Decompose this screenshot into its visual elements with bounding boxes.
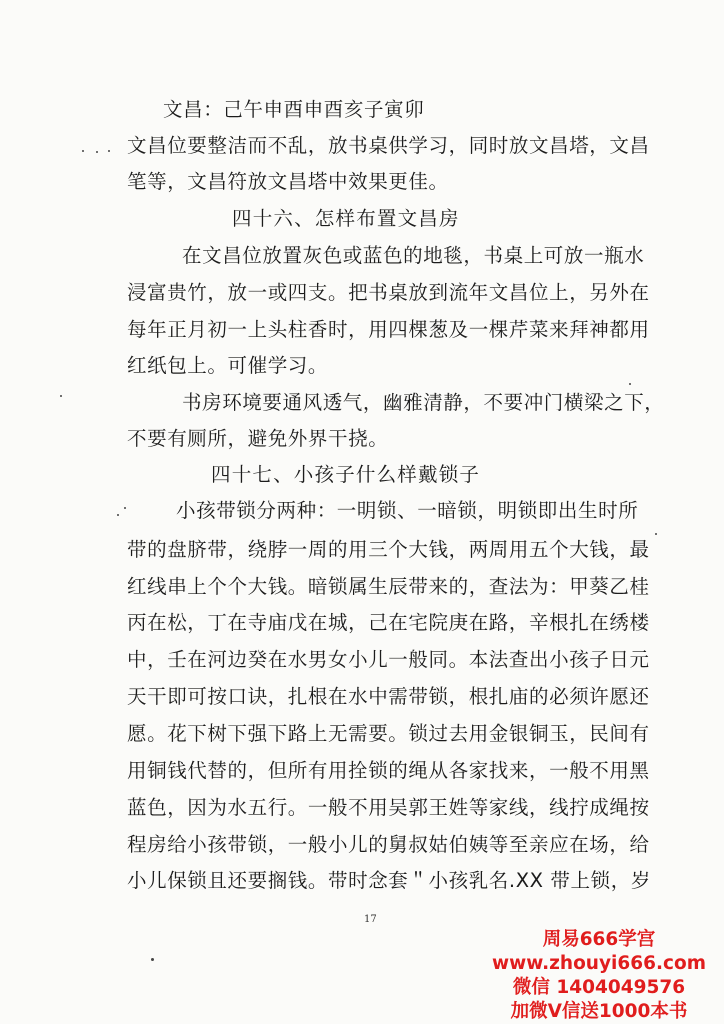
watermark (484, 928, 714, 1024)
text-line-2: 文昌位要整洁而不乱，放书桌供学习，同时放文昌塔，文昌 (127, 134, 650, 157)
text-line-16: 中，壬在河边癸在水男女小儿一般同。本法查出小孩子日元 (127, 648, 650, 671)
text-line-20: 蓝色，因为水五行。一般不用吴郭王姓等家线，线拧成绳按 (127, 796, 650, 819)
scan-speck (60, 395, 62, 397)
scan-speck (124, 507, 126, 509)
text-line-15: 丙在松，丁在寺庙戊在城，己在宅院庚在路，辛根扎在绣楼 (127, 611, 650, 634)
watermark-line-4: 加微V信送1000本书 (510, 1001, 688, 1022)
section-heading-46: 四十六、怎样布置文昌房 (232, 207, 460, 230)
text-line-18: 愿。花下树下强下路上无需要。锁过去用金银铜玉，民间有 (127, 722, 650, 745)
text-line-21: 程房给小孩带锁，一般小儿的舅叔姑伯姨等至亲应在场，给 (127, 833, 650, 856)
text-line-19: 用铜钱代替的，但所有用拴锁的绳从各家找来，一般不用黑 (127, 759, 650, 782)
page-number: 17 (364, 914, 377, 925)
text-line-22: 小儿保锁且还要搁钱。带时念套＂小孩乳名.XX 带上锁，岁 (127, 869, 651, 892)
text-line-7: 每年正月初一上头柱香时，用四棵葱及一棵芹菜来拜神都用 (127, 318, 650, 341)
text-line-5: 在文昌位放置灰色或蓝色的地毯，书桌上可放一瓶水 (182, 244, 645, 267)
text-line-8: 红纸包上。可催学习。 (127, 354, 329, 377)
text-line-14: 红线串上个个大钱。暗锁属生辰带来的，查法为：甲葵乙桂 (127, 575, 650, 598)
text-line-6: 浸富贵竹，放一或四支。把书桌放到流年文昌位上，另外在 (127, 281, 650, 304)
scan-speck (108, 150, 110, 152)
scan-speck (117, 514, 119, 516)
text-line-9: 书房环境要通风透气，幽雅清静，不要冲门横梁之下， (182, 391, 665, 414)
scan-speck (96, 151, 98, 153)
text-line-3: 笔等，文昌符放文昌塔中效果更佳。 (127, 170, 449, 193)
text-line-12: 小孩带锁分两种：一明锁、一暗锁，明锁即出生时所 (176, 499, 639, 522)
scan-speck (151, 958, 154, 961)
watermark-line-2: www.zhouyi666.com (492, 953, 706, 974)
scan-speck (655, 533, 657, 535)
watermark-line-3: 微信 1404049576 (512, 977, 686, 998)
section-heading-47: 四十七、小孩子什么样戴锁子 (211, 463, 481, 486)
watermark-line-1: 周易666学宫 (542, 929, 656, 950)
text-line-17: 天干即可按口诀，扎根在水中需带锁，根扎庙的必须许愿还 (127, 685, 650, 708)
text-line-13: 带的盘脐带，绕脖一周的用三个大钱，两周用五个大钱，最 (127, 538, 650, 561)
scan-speck (82, 150, 84, 152)
scan-speck (629, 383, 631, 385)
text-line-1: 文昌：己午申酉申酉亥子寅卯 (163, 98, 425, 121)
text-line-10: 不要有厕所，避免外界干挠。 (127, 427, 389, 450)
